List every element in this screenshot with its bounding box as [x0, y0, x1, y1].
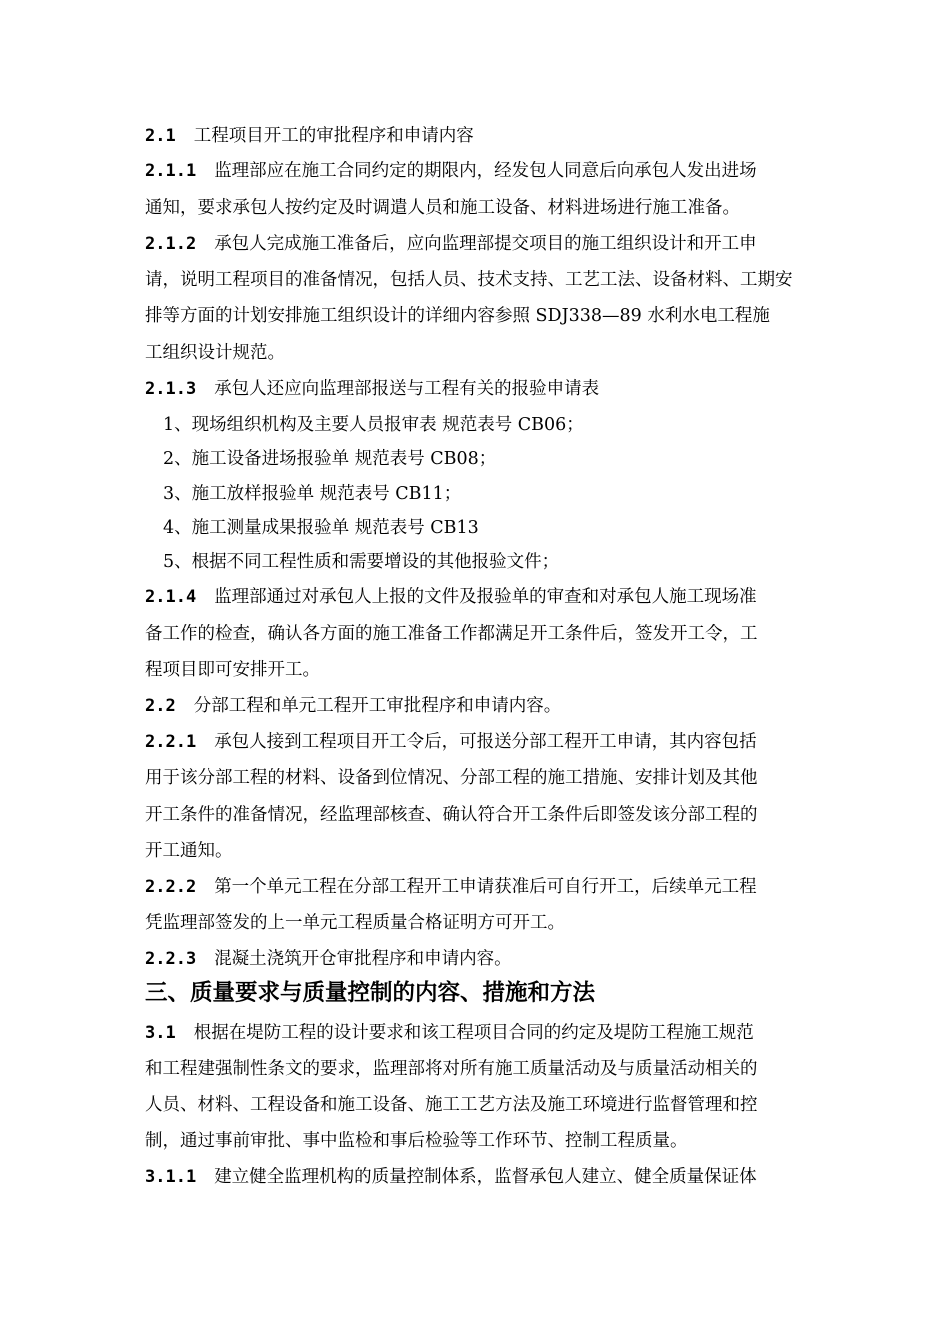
section-number: 2.1	[145, 126, 176, 146]
list-item: 4、施工测量成果报验单 规范表号 CB13	[163, 518, 479, 538]
section-title: 混凝土浇筑开仓审批程序和申请内容。	[214, 949, 512, 969]
paragraph-line: 开工条件的准备情况，经监理部核查、确认符合开工条件后即签发该分部工程的	[145, 805, 758, 825]
paragraph-line: 根据在堤防工程的设计要求和该工程项目合同的约定及堤防工程施工规范	[193, 1023, 754, 1043]
section-number: 2.2.3	[145, 949, 197, 969]
paragraph-line: 凭监理部签发的上一单元工程质量合格证明方可开工。	[145, 913, 565, 933]
paragraph-line: 监理部应在施工合同约定的期限内，经发包人同意后向承包人发出进场	[214, 161, 757, 181]
section-2-2-1	[145, 730, 810, 754]
section-number: 2.2.1	[145, 732, 197, 752]
section-title: 承包人还应向监理部报送与工程有关的报验申请表	[214, 379, 600, 399]
paragraph-line: 程项目即可安排开工。	[145, 660, 320, 680]
paragraph-line: 建立健全监理机构的质量控制体系，监督承包人建立、健全质量保证体	[214, 1167, 757, 1187]
section-number: 2.1.1	[145, 161, 197, 181]
list-item: 5、根据不同工程性质和需要增设的其他报验文件；	[163, 552, 560, 572]
paragraph-line: 承包人接到工程项目开工令后，可报送分部工程开工申请，其内容包括	[214, 732, 757, 752]
section-2-2-3	[145, 947, 810, 971]
paragraph-line: 通知，要求承包人按约定及时调遣人员和施工设备、材料进场进行施工准备。	[145, 198, 740, 218]
chapter-heading: 三、质量要求与质量控制的内容、措施和方法	[145, 980, 596, 1006]
section-2-1-3	[145, 377, 810, 401]
section-number: 2.1.3	[145, 379, 197, 399]
section-2-2	[145, 694, 810, 718]
paragraph-line: 排等方面的计划安排施工组织设计的详细内容参照 SDJ338—89 水利水电工程施	[145, 306, 770, 326]
paragraph-line: 用于该分部工程的材料、设备到位情况、分部工程的施工措施、安排计划及其他	[145, 768, 758, 788]
list-item: 1、现场组织机构及主要人员报审表 规范表号 CB06；	[163, 415, 584, 435]
paragraph-line: 工组织设计规范。	[145, 343, 285, 363]
section-title: 工程项目开工的审批程序和申请内容	[193, 126, 474, 146]
section-3-1-1	[145, 1165, 810, 1189]
section-number: 2.2.2	[145, 877, 197, 897]
section-number: 3.1.1	[145, 1167, 197, 1187]
section-number: 2.1.4	[145, 587, 197, 607]
paragraph-line: 监理部通过对承包人上报的文件及报验单的审查和对承包人施工现场准	[214, 587, 757, 607]
paragraph-line: 承包人完成施工准备后，应向监理部提交项目的施工组织设计和开工申	[214, 234, 757, 254]
section-title: 分部工程和单元工程开工审批程序和申请内容。	[193, 696, 562, 716]
section-2-1-1	[145, 159, 810, 183]
section-number: 2.2	[145, 696, 176, 716]
section-2-2-2	[145, 875, 810, 899]
section-number: 2.1.2	[145, 234, 197, 254]
paragraph-line: 请，说明工程项目的准备情况，包括人员、技术支持、工艺工法、设备材料、工期安	[145, 270, 793, 290]
section-2-1-2	[145, 232, 810, 256]
paragraph-line: 制，通过事前审批、事中监检和事后检验等工作环节、控制工程质量。	[145, 1131, 688, 1151]
section-2-1-4	[145, 585, 810, 609]
paragraph-line: 开工通知。	[145, 841, 233, 861]
list-item: 3、施工放样报验单 规范表号 CB11；	[163, 484, 462, 504]
section-number: 3.1	[145, 1023, 176, 1043]
paragraph-line: 第一个单元工程在分部工程开工申请获准后可自行开工，后续单元工程	[214, 877, 757, 897]
paragraph-line: 备工作的检查，确认各方面的施工准备工作都满足开工条件后，签发开工令，工	[145, 624, 758, 644]
list-item: 2、施工设备进场报验单 规范表号 CB08；	[163, 449, 497, 469]
paragraph-line: 和工程建强制性条文的要求，监理部将对所有施工质量活动及与质量活动相关的	[145, 1059, 758, 1079]
section-3-1	[145, 1021, 810, 1045]
section-2-1	[145, 124, 810, 148]
paragraph-line: 人员、材料、工程设备和施工设备、施工工艺方法及施工环境进行监督管理和控	[145, 1095, 758, 1115]
